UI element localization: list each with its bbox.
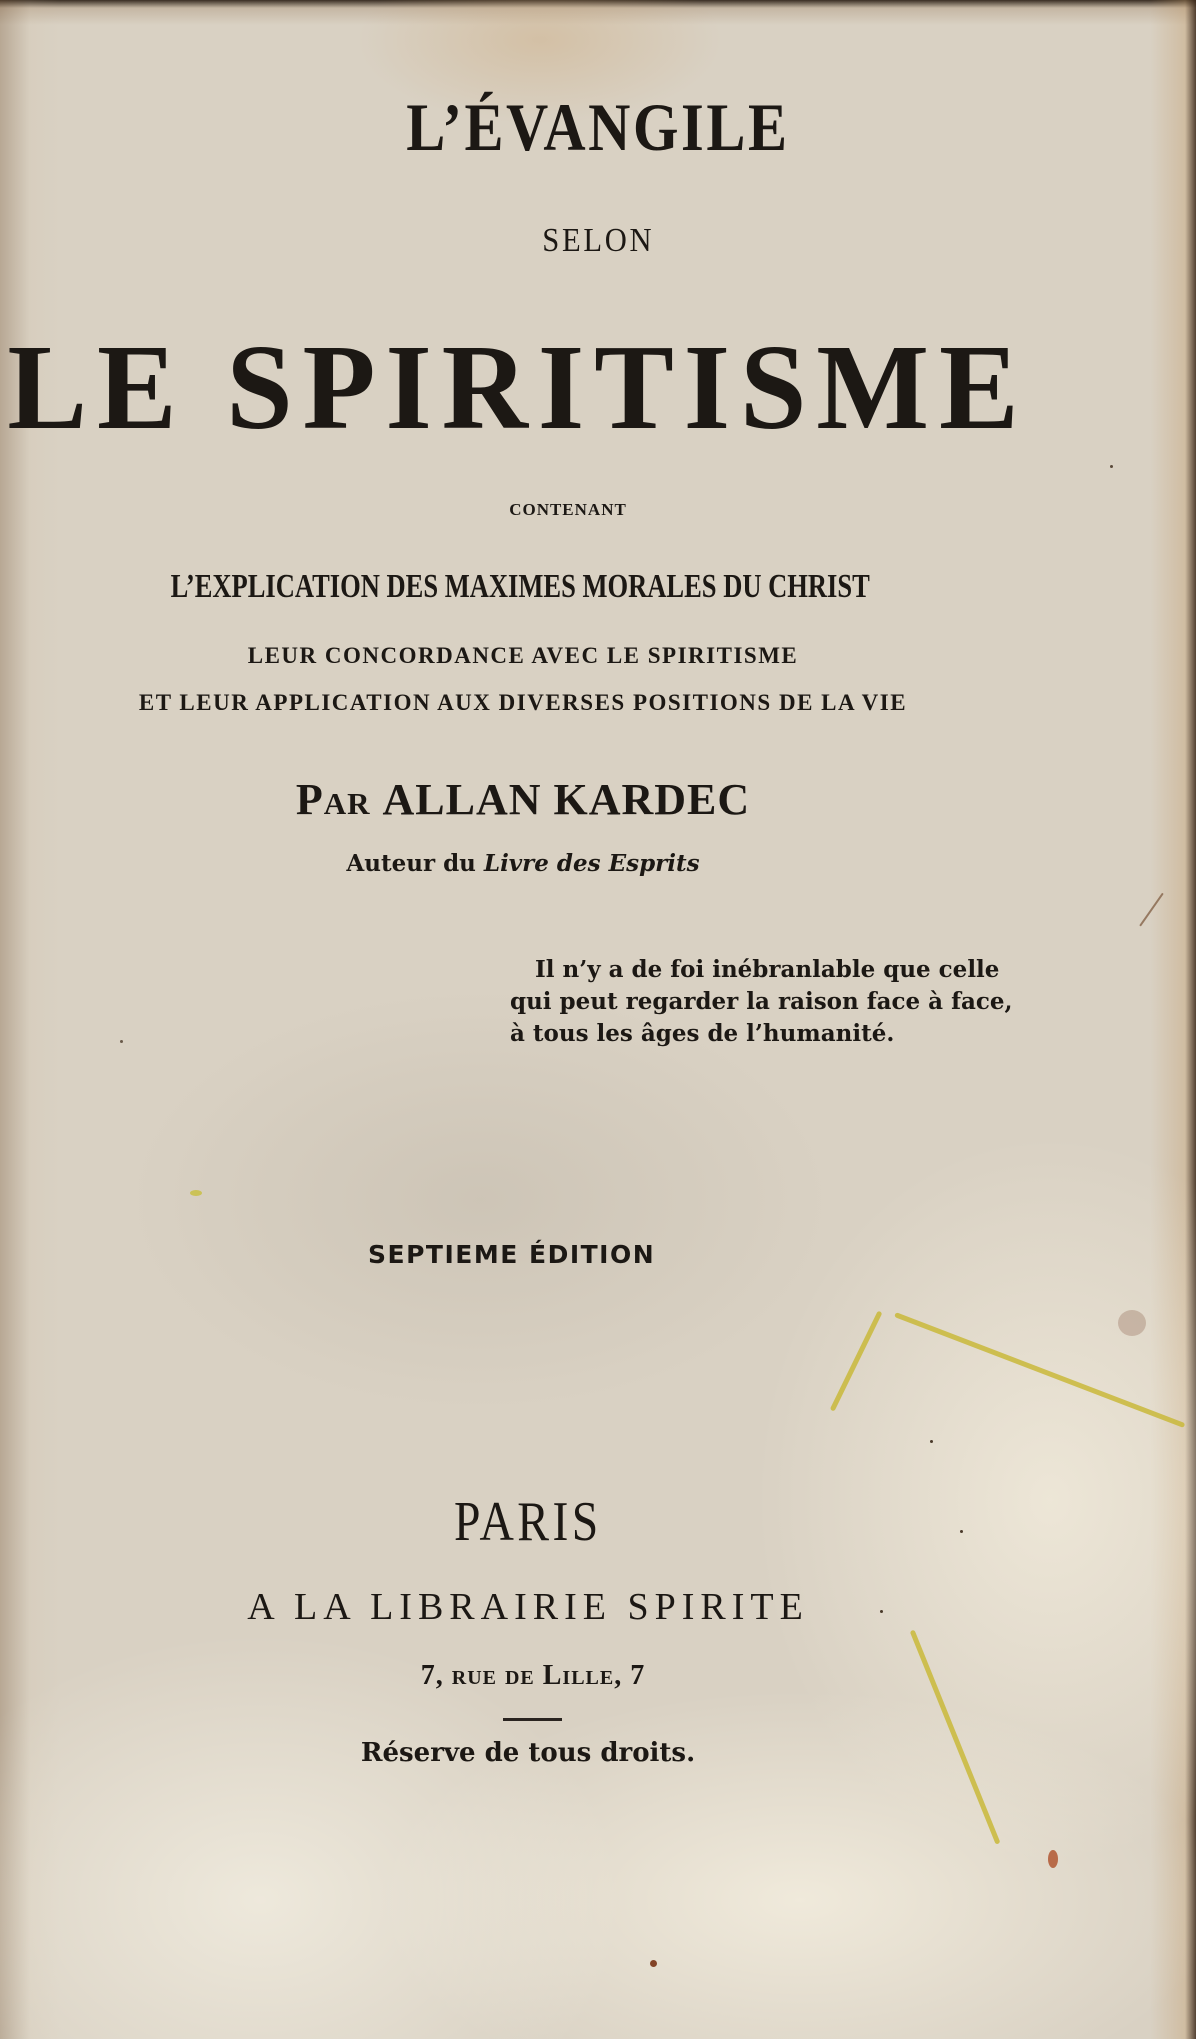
divider-rule bbox=[503, 1718, 562, 1721]
author-prefix: Par bbox=[295, 775, 371, 824]
paper-stain bbox=[650, 1960, 657, 1967]
publisher-address: 7, rue de Lille, 7 bbox=[420, 1660, 646, 1691]
author-name: ALLAN KARDEC bbox=[382, 775, 751, 824]
subtitle-line-3: ET LEUR APPLICATION AUX DIVERSES POSITIONS DE LA VIE bbox=[138, 690, 908, 715]
epigraph-line: à tous les âges de l’humanité. bbox=[510, 1020, 895, 1047]
main-title: LE SPIRITISME bbox=[7, 320, 1029, 455]
author-credit bbox=[346, 850, 699, 877]
subtitle-line-1: L’EXPLICATION DES MAXIMES MORALES DU CHRIST bbox=[170, 568, 870, 605]
subtitle-line-2: LEUR CONCORDANCE AVEC LE SPIRITISME bbox=[247, 643, 799, 668]
author-byline bbox=[296, 774, 750, 825]
author-credit-prefix: Auteur du bbox=[346, 850, 484, 877]
rights-notice: Réserve de tous droits. bbox=[360, 1738, 696, 1768]
author-credit-work: Livre des Esprits bbox=[483, 850, 700, 877]
epigraph-line: qui peut regarder la raison face à face, bbox=[510, 988, 1013, 1015]
paper-speck bbox=[120, 1040, 123, 1043]
city-label: PARIS bbox=[454, 1491, 602, 1553]
paper-speck bbox=[930, 1440, 933, 1443]
publisher-label: A LA LIBRAIRIE SPIRITE bbox=[247, 1586, 809, 1628]
contenant-label: CONTENANT bbox=[509, 500, 627, 519]
paper-stain bbox=[1048, 1850, 1058, 1868]
paper-stain bbox=[1118, 1310, 1146, 1336]
crayon-mark bbox=[1139, 893, 1164, 927]
epigraph bbox=[510, 954, 1013, 1050]
paper-speck bbox=[1110, 465, 1113, 468]
crayon-mark bbox=[830, 1311, 883, 1412]
paper-speck bbox=[190, 1190, 202, 1196]
edition-label: SEPTIEME ÉDITION bbox=[368, 1240, 656, 1269]
epigraph-line: Il n’y a de foi inébranlable que celle bbox=[535, 956, 1000, 983]
title-line-1: L’ÉVANGILE bbox=[406, 89, 790, 165]
title-line-2: SELON bbox=[541, 222, 655, 259]
